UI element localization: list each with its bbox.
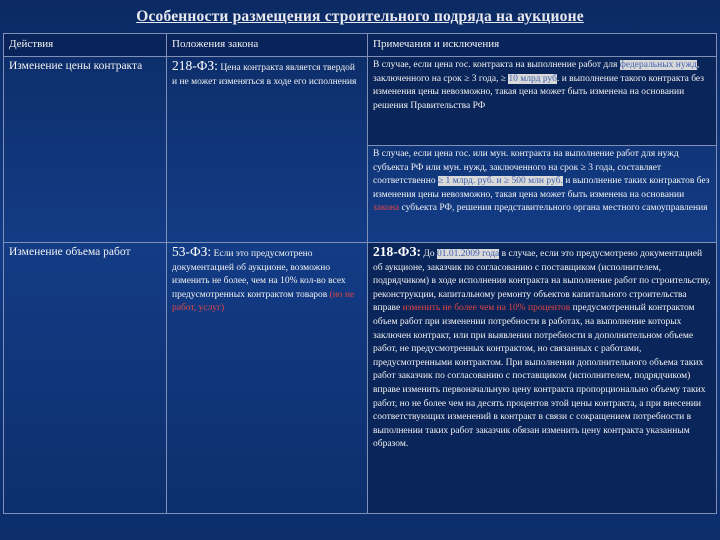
note-price-regional-basis: и выполнение таких контрактов без изменения цены невозможно, такая цена может быть изменена на основании	[373, 176, 710, 200]
table-row-price	[4, 57, 717, 146]
cell-action-price	[4, 57, 167, 243]
comparison-table	[3, 33, 717, 514]
note-price-federal-text: В случае, если цена гос. контракта на выполнение работ для	[373, 60, 618, 70]
note-volume-text: в случае, если это предусмотрено документацией об аукционе, заказчик по согласованию с поставщиком (исполнителем, подрядчиком) в ходе исполнения контракта на выполнение работ по строительству, реконструкции, капитальному ремонту объектов капитального строительства вправе	[373, 249, 711, 314]
cell-law-price	[167, 57, 368, 243]
cell-note-price-federal	[368, 57, 717, 146]
cell-action-volume	[4, 243, 167, 514]
note-price-regional-amount: ≥ 1 млрд. руб. и ≥ 500 млн руб.	[437, 176, 563, 187]
law-price-text: Цена контракта является твердой и не может изменяться в ходе его исполнения	[172, 63, 357, 87]
note-volume-limit: изменить не более чем на 10% процентов	[402, 303, 571, 314]
note-price-regional-rest: субъекта РФ, решения представительного органа местного самоуправления	[401, 203, 708, 214]
law-volume-text: Если это предусмотрено документацией об аукционе, возможно изменить не более, чем на 10% кол-во всех предусмотренных контрактом товаров	[172, 249, 346, 300]
action-volume-label: Изменение объема работ	[9, 246, 131, 258]
note-volume-date: 01.01.2009 года	[436, 249, 500, 259]
note-price-federal-term: , заключенного на срок ≥ 3 года, ≥	[373, 60, 700, 84]
note-price-federal-rest: . и выполнение такого контракта без изменения цены невозможно, такая цена может быть изменена на основании решения Правительства РФ	[373, 73, 705, 111]
cell-law-volume	[167, 243, 368, 514]
table-row-volume	[4, 243, 717, 514]
note-price-regional-law: закона	[373, 203, 400, 214]
action-price-label: Изменение цены контракта	[9, 60, 143, 72]
note-price-federal-amount: 10 млрд руб	[508, 73, 557, 84]
header-law: Положения закона	[167, 34, 368, 57]
cell-note-price-regional	[368, 146, 717, 243]
note-price-regional-text: В случае, если цена гос. или мун. контракта на выполнение работ для нужд субъекта РФ или мун. нужд, заключенного на срок ≥ 3 года, составляет соответственно	[373, 149, 679, 187]
note-volume-before: До	[423, 249, 435, 259]
note-price-federal-highlight: федеральных нужд	[619, 60, 697, 70]
page-title: Особенности размещения строительного подряда на аукционе	[136, 8, 584, 25]
law-volume-exception: (но не работ, услуг)	[172, 289, 355, 314]
cell-note-volume	[368, 243, 717, 514]
note-volume-rest: предусмотренный контрактом объем работ при изменении потребности в работах, на выполнение которых заключен контракт, или при выявлении потребности в дополнительном объеме работ, не предусмотренных контрактом, но связанных с работами, предусмотренными контрактом. При выполнении дополнительного объема таких работ заказчик по согласованию с поставщиком (исполнителем, подрядчиком) вправе изменить первоначальную цену контракта пропорционально объему таких работ, но не более чем на десять процентов этой цены контракта, а при внесении соответствующих изменений в контракт в связи с сокращением потребности в выполнении таких работ заказчик обязан изменить цену контракта указанным образом.	[373, 303, 706, 450]
header-actions: Действия	[4, 34, 167, 57]
law-volume-ref: 53-ФЗ:	[172, 244, 212, 259]
note-volume-law-ref: 218-ФЗ:	[373, 244, 421, 259]
header-notes: Примечания и исключения	[368, 34, 717, 57]
table-header-row	[4, 34, 717, 57]
law-price-ref: 218-ФЗ:	[172, 58, 218, 73]
